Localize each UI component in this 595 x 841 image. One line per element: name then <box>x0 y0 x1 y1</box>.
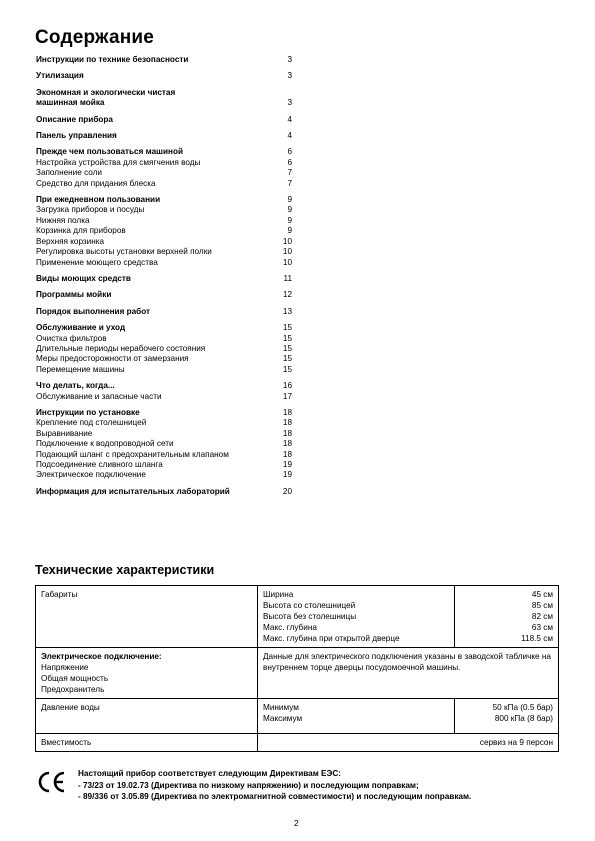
toc-page: 20 <box>282 486 292 496</box>
electrical-sub: Напряжение <box>41 663 89 672</box>
specs-table <box>35 585 559 752</box>
toc-page: 11 <box>283 273 292 283</box>
toc-section <box>36 307 292 317</box>
toc-item <box>36 392 292 402</box>
toc-page: 18 <box>282 418 292 428</box>
toc-item <box>36 258 292 268</box>
electrical-label-cell <box>36 648 258 699</box>
toc-page: 15 <box>282 343 292 353</box>
toc-section <box>36 408 292 481</box>
toc-page: 19 <box>282 470 292 480</box>
toc-page: 9 <box>287 226 292 236</box>
electrical-note: Данные для электрического подключения указаны в заводской табличке на внутреннем торце дверцы посудомоечной машины. <box>258 648 559 699</box>
toc-item <box>36 354 292 364</box>
ce-mark-icon <box>37 770 67 794</box>
toc-item <box>36 334 292 344</box>
toc-item <box>36 470 292 480</box>
toc-heading <box>36 274 292 284</box>
toc-section <box>36 195 292 268</box>
toc-page: 6 <box>287 157 292 167</box>
toc-item-text: Очистка фильтров <box>36 333 107 343</box>
toc-heading <box>36 290 292 300</box>
toc-heading-text: Порядок выполнения работ <box>36 306 151 316</box>
dim-name: Высота без столешницы <box>263 612 357 621</box>
pressure-name: Максимум <box>263 714 303 723</box>
dim-value: 45 см <box>531 590 553 599</box>
toc-heading-text: Обслуживание и уход <box>36 323 126 333</box>
toc-heading-text: Виды моющих средств <box>36 273 131 283</box>
toc-heading-text: Экономная и экологически чистая машинная мойка <box>36 87 176 108</box>
toc-section <box>36 131 292 141</box>
toc-page: 6 <box>287 147 292 157</box>
toc-heading <box>36 147 292 157</box>
specs-title: Технические характеристики <box>35 563 215 577</box>
toc-item-text: Меры предосторожности от замерзания <box>36 354 189 364</box>
toc-heading-text: При ежедневном пользовании <box>36 195 161 205</box>
toc-page: 9 <box>287 205 292 215</box>
toc-page: 3 <box>287 71 292 81</box>
toc-page: 19 <box>282 460 292 469</box>
toc-item <box>36 247 292 257</box>
toc-item <box>36 226 292 236</box>
toc-heading <box>36 408 292 418</box>
toc-heading <box>36 88 292 109</box>
dim-name: Высота со столешницей <box>263 601 356 610</box>
toc-item-text: Корзинка для приборов <box>36 226 126 236</box>
toc-item-text: Подключение к водопроводной сети <box>36 439 174 449</box>
directive-text <box>78 768 471 803</box>
toc-section <box>36 274 292 284</box>
toc-heading <box>36 381 292 391</box>
toc-item <box>36 344 292 354</box>
toc-heading <box>36 323 292 333</box>
dim-value: 63 см <box>531 623 553 632</box>
toc-item-text: Выравнивание <box>36 428 93 438</box>
toc-item-text: Настройка устройства для смягчения воды <box>36 157 201 167</box>
toc-page: 15 <box>282 333 292 343</box>
toc-item <box>36 205 292 215</box>
pressure-name: Минимум <box>263 703 299 712</box>
toc-page: 9 <box>287 215 292 225</box>
toc-item <box>36 439 292 449</box>
toc-section <box>36 147 292 189</box>
toc-page: 17 <box>282 391 292 401</box>
electrical-label: Электрическое подключение: <box>41 652 162 661</box>
toc-section <box>36 323 292 375</box>
toc-item <box>36 450 292 460</box>
page-title: Содержание <box>35 27 155 48</box>
toc-heading <box>36 71 292 81</box>
electrical-sub: Общая мощность <box>41 674 109 683</box>
toc-page: 15 <box>282 354 292 364</box>
toc-heading <box>36 307 292 317</box>
capacity-value: сервиз на 9 персон <box>258 734 559 752</box>
dimensions-label: Габариты <box>36 586 258 648</box>
dimensions-values <box>455 586 559 648</box>
toc-heading-text: Утилизация <box>36 71 84 81</box>
toc-item-text: Подсоединение сливного шланга <box>36 460 163 469</box>
specs-row-electrical <box>36 648 559 699</box>
toc-page: 18 <box>282 449 292 459</box>
directive-line: Настоящий прибор соответствует следующим Директивам ЕЭС: <box>78 769 341 778</box>
toc-item <box>36 460 292 470</box>
toc-section <box>36 290 292 300</box>
toc-item-text: Применение моющего средства <box>36 257 158 267</box>
toc-item-text: Нижняя полка <box>36 215 90 225</box>
toc-item <box>36 237 292 247</box>
toc-item-text: Подающий шланг с предохранительным клапаном <box>36 449 229 459</box>
toc-page: 18 <box>282 428 292 438</box>
toc-item <box>36 216 292 226</box>
toc-section <box>36 88 292 109</box>
toc-page: 10 <box>282 236 292 246</box>
toc-item-text: Электрическое подключение <box>36 470 146 480</box>
toc-item <box>36 168 292 178</box>
toc-heading <box>36 195 292 205</box>
toc-page: 10 <box>282 247 292 257</box>
toc-item-text: Заполнение соли <box>36 168 102 178</box>
toc-heading-text: Что делать, когда... <box>36 381 115 391</box>
toc-section <box>36 381 292 402</box>
toc-item-text: Обслуживание и запасные части <box>36 391 162 401</box>
toc-heading-text: Описание прибора <box>36 114 113 124</box>
toc-item-text: Перемещение машины <box>36 364 125 374</box>
directive-line: - 89/336 от 3.05.89 (Директива по электромагнитной совместимости) и последующим поправкам. <box>78 792 472 801</box>
toc-heading-text: Прежде чем пользоваться машиной <box>36 147 184 157</box>
toc-heading-text: Информация для испытательных лабораторий <box>36 486 230 496</box>
pressure-values <box>455 699 559 734</box>
toc-item <box>36 365 292 375</box>
toc-page: 12 <box>282 290 292 300</box>
toc-page: 15 <box>282 323 292 333</box>
toc-item-text: Крепление под столешницей <box>36 418 147 428</box>
toc-page: 3 <box>287 98 292 108</box>
toc-section <box>36 487 292 497</box>
dim-name: Макс. глубина <box>263 623 317 632</box>
toc-heading-text: Инструкции по технике безопасности <box>36 55 189 64</box>
pressure-label: Давление воды <box>36 699 258 734</box>
toc-page: 4 <box>287 114 292 124</box>
specs-row-dimensions <box>36 586 559 648</box>
toc-item <box>36 179 292 189</box>
toc-heading <box>36 115 292 125</box>
toc-item-text: Длительные периоды нерабочего состояния <box>36 343 206 353</box>
pressure-value: 800 кПа (8 бар) <box>494 714 553 723</box>
toc-page: 7 <box>287 178 292 188</box>
toc-page: 10 <box>282 257 292 267</box>
toc-page: 16 <box>282 381 292 391</box>
toc-item-text: Загрузка приборов и посуды <box>36 205 145 215</box>
dim-value: 118.5 см <box>521 634 553 643</box>
specs-row-pressure <box>36 699 559 734</box>
toc-page: 4 <box>287 131 292 141</box>
toc-section <box>36 115 292 125</box>
toc-heading <box>36 131 292 141</box>
electrical-sub: Предохранитель <box>41 685 105 694</box>
toc-page: 13 <box>282 306 292 316</box>
pressure-value: 50 кПа (0.5 бар) <box>492 703 553 712</box>
toc-heading <box>36 487 292 497</box>
toc-page: 18 <box>282 439 292 449</box>
toc-section <box>36 55 292 65</box>
capacity-label: Вместимость <box>36 734 258 752</box>
dim-name: Ширина <box>263 590 294 599</box>
table-of-contents <box>36 55 292 503</box>
toc-item-text: Средство для придания блеска <box>36 178 156 188</box>
dim-value: 85 см <box>531 601 553 610</box>
toc-item <box>36 158 292 168</box>
toc-page: 18 <box>282 407 292 417</box>
toc-heading-text: Инструкции по установке <box>36 407 140 417</box>
toc-item <box>36 429 292 439</box>
toc-heading <box>36 55 292 65</box>
toc-item-text: Верхняя корзинка <box>36 236 105 246</box>
dim-name: Макс. глубина при открытой дверце <box>263 634 400 643</box>
toc-item <box>36 418 292 428</box>
toc-item-text: Регулировка высоты установки верхней полки <box>36 247 212 257</box>
page-number: 2 <box>294 818 299 828</box>
specs-row-capacity <box>36 734 559 752</box>
toc-page: 9 <box>287 195 292 205</box>
pressure-names <box>258 699 455 734</box>
dim-value: 82 см <box>531 612 553 621</box>
toc-heading-text: Программы мойки <box>36 290 112 300</box>
toc-page: 3 <box>287 55 292 64</box>
directive-line: - 73/23 от 19.02.73 (Директива по низкому напряжению) и последующим поправкам; <box>78 780 419 790</box>
dimensions-names <box>258 586 455 648</box>
toc-page: 15 <box>282 364 292 374</box>
toc-section <box>36 71 292 81</box>
toc-heading-text: Панель управления <box>36 131 117 141</box>
toc-page: 7 <box>287 168 292 178</box>
